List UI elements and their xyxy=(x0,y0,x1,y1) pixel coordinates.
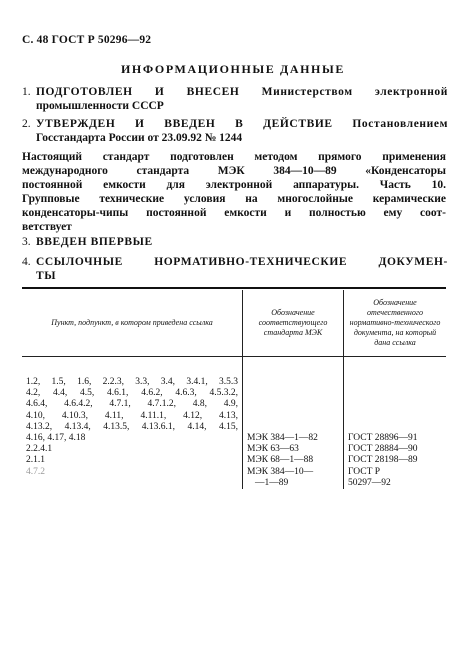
table-row xyxy=(22,357,446,490)
gost-standard: ГОСТ Р xyxy=(348,466,381,477)
section-1 xyxy=(22,85,448,113)
table-header-row xyxy=(22,290,446,357)
section-4-line-1: ССЫЛОЧНЫЕ НОРМАТИВНО-ТЕХНИЧЕСКИЕ ДОКУМЕН- xyxy=(36,256,448,268)
gost-standard: 50297—92 xyxy=(348,477,391,488)
iec-standard: —1—89 xyxy=(255,477,289,488)
section-2-line-2: Госстандарта России от 23.09.92 № 1244 xyxy=(36,132,243,144)
iec-standard: МЭК 68—1—88 xyxy=(247,455,314,466)
description-line: Настоящий стандарт подготовлен методом прямого применения xyxy=(22,151,446,163)
clause-list-line: 4.10, 4.10.3, 4.11, 4.11.1, 4.12, 4.13, xyxy=(26,410,238,421)
page-header: С. 48 ГОСТ Р 50296—92 xyxy=(22,34,152,46)
clause-list-line: 1.2, 1.5, 1.6, 2.2.3, 3.3, 3.4, 3.4.1, 3.5.3 xyxy=(26,377,238,387)
description-line: Групповые технические условия на многослойные керамические xyxy=(22,193,446,205)
clause-list-line: 4.16, 4.17, 4.18 xyxy=(26,433,86,444)
section-3-number: 3. xyxy=(22,236,31,248)
description-line: ветствует xyxy=(22,221,72,233)
section-2 xyxy=(22,117,448,145)
section-3 xyxy=(22,235,448,249)
iec-standards-cell xyxy=(243,357,344,490)
clause-list-line: 2.2.4.1 xyxy=(26,444,53,455)
section-1-line-2: промышленности СССР xyxy=(36,100,164,112)
column-header-clause: Пункт, подпункт, в котором приведена ссылка xyxy=(22,290,243,357)
description-line: постоянной емкости для электронной аппаратуры. Часть 10. xyxy=(22,179,446,191)
section-1-number: 1. xyxy=(22,86,31,98)
gost-standard: ГОСТ 28896—91 xyxy=(348,433,418,443)
description-line: конденсаторы-чипы постоянной емкости и полностью ему соот- xyxy=(22,207,446,219)
gost-standard: ГОСТ 28884—90 xyxy=(348,444,418,455)
clause-list-line: 4.7.2 xyxy=(26,466,45,477)
section-2-line-1: УТВЕРЖДЕН И ВВЕДЕН В ДЕЙСТВИЕ Постановлением xyxy=(36,118,448,130)
gost-standards-cell xyxy=(344,357,447,490)
clauses-cell xyxy=(22,357,243,490)
clause-list-line: 4.6.4, 4.6.4.2, 4.7.1, 4.7.1.2, 4.8, 4.9, xyxy=(26,399,238,410)
iec-standard: МЭК 384—10— xyxy=(247,466,314,477)
table-top-rule xyxy=(22,287,446,289)
section-4-line-2: ТЫ xyxy=(36,270,57,282)
iec-standard: МЭК 384—1—82 xyxy=(247,433,318,443)
column-header-gost: Обозначение отечественного нормативно-технического документа, на который дана ссылка xyxy=(344,290,447,357)
references-table xyxy=(22,290,446,489)
standard-description xyxy=(22,150,446,234)
section-4-number: 4. xyxy=(22,256,31,268)
description-line: международного стандарта МЭК 384—10—89 «Конденсаторы xyxy=(22,165,446,177)
document-title: ИНФОРМАЦИОННЫЕ ДАННЫЕ xyxy=(121,62,345,76)
clause-list-line: 4.2, 4.4, 4.5, 4.6.1, 4.6.2, 4.6.3, 4.5.3.2, xyxy=(26,388,238,399)
section-4 xyxy=(22,255,448,283)
clause-list-line: 4.13.2, 4.13.4, 4.13.5, 4.13.6.1, 4.14, 4.15, xyxy=(26,421,238,432)
iec-standard: МЭК 63—63 xyxy=(247,444,299,455)
section-3-text: ВВЕДЕН ВПЕРВЫЕ xyxy=(36,236,153,248)
clause-list-line: 2.1.1 xyxy=(26,455,45,466)
column-header-iec: Обозначение соответствующего стандарта МЭК xyxy=(243,290,344,357)
gost-standard: ГОСТ 28198—89 xyxy=(348,455,418,466)
section-1-line-1: ПОДГОТОВЛЕН И ВНЕСЕН Министерством электронной xyxy=(36,86,448,98)
section-2-number: 2. xyxy=(22,118,31,130)
